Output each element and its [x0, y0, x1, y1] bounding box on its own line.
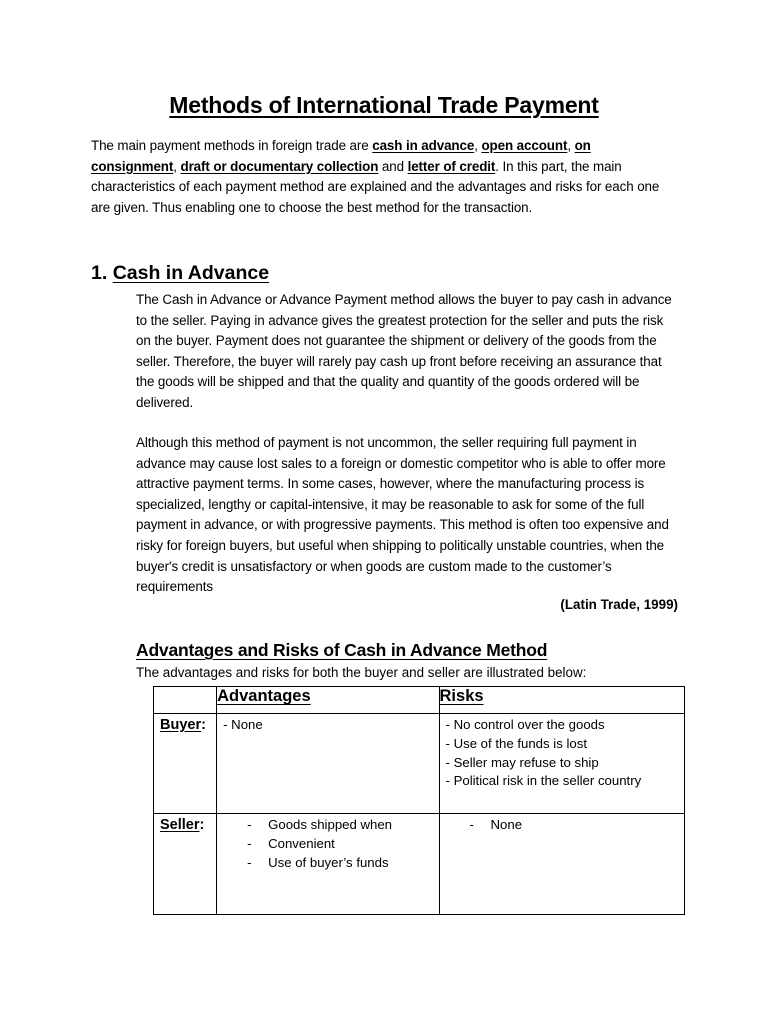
table-row-seller [154, 814, 685, 915]
term-on-consignment: on consignment [91, 138, 591, 174]
table-header-risks [439, 687, 684, 714]
seller-advantage-item: - Goods shipped when [217, 816, 438, 835]
intro-paragraph [91, 136, 671, 219]
term-open-account: open account [481, 138, 568, 153]
intro-separator: , [474, 138, 482, 153]
seller-risks-list [440, 814, 684, 835]
buyer-risk-item: - Seller may refuse to ship [445, 754, 599, 770]
intro-text-start: The main payment methods in foreign trade are [91, 138, 373, 153]
buyer-advantage-item: - None [223, 717, 263, 732]
buyer-risk-item: - Political risk in the seller country [445, 773, 642, 789]
citation: (Latin Trade, 1999) [560, 597, 678, 612]
table-header-row [154, 687, 685, 714]
risks-header-text: Risks [439, 687, 484, 705]
advantages-risks-heading: Advantages and Risks of Cash in Advance Method [136, 640, 548, 660]
section-number: 1. [91, 262, 113, 284]
buyer-label-text: Buyer [160, 717, 202, 733]
intro-text-end: . In this part, the main characteristics of each payment method are explained and the advantages and risks for each one are given. Thus enabling one to choose the best method for the transaction. [91, 158, 660, 216]
buyer-risk-item: - Use of the funds is lost [445, 735, 587, 751]
intro-separator: and [378, 158, 408, 174]
intro-separator: , [567, 138, 575, 153]
intro-separator: , [173, 158, 181, 174]
seller-advantage-item: - Use of buyer’s funds [217, 854, 438, 873]
section-heading-text: Cash in Advance [112, 262, 270, 284]
term-cash-in-advance: cash in advance [372, 138, 475, 153]
seller-advantages-list [217, 814, 438, 872]
advantages-risks-table [153, 686, 685, 915]
seller-risks-cell [439, 814, 684, 915]
term-letter-of-credit: letter of credit [407, 158, 496, 174]
page-title-text: Methods of International Trade Payment [169, 92, 599, 118]
seller-label-text: Seller [160, 817, 200, 833]
table-row-buyer [154, 714, 685, 814]
term-draft-documentary-collection: draft or documentary collection [180, 158, 379, 174]
buyer-label-colon: : [201, 717, 206, 733]
row-label-seller [154, 814, 217, 915]
buyer-risks-cell [439, 714, 684, 814]
cash-in-advance-paragraph-1: The Cash in Advance or Advance Payment method allows the buyer to pay cash in advance to the seller. Paying in advance gives the greatest protection for the seller and puts the risk on the buyer. Payment does not guarantee the shipment or delivery of the goods from the seller. Therefore, the buyer will rarely pay cash up front before receiving an assurance that the goods will be shipped and that the quality and quantity of the goods ordered will be delivered. [136, 292, 672, 410]
buyer-risk-item: - No control over the goods [445, 717, 605, 732]
seller-label-colon: : [199, 817, 205, 833]
buyer-advantages-cell [217, 714, 439, 814]
table-header-advantages [217, 687, 439, 714]
table-header-empty [154, 687, 217, 714]
seller-risk-item: - None [440, 816, 684, 835]
section-heading-cash-in-advance [91, 262, 269, 285]
row-label-buyer [154, 714, 217, 814]
page-title [0, 92, 768, 119]
advantages-header-text: Advantages [217, 687, 311, 705]
table-intro-text: The advantages and risks for both the buyer and seller are illustrated below: [136, 665, 587, 680]
seller-advantage-item: - Convenient [217, 835, 438, 854]
cash-in-advance-paragraph-2: Although this method of payment is not uncommon, the seller requiring full payment in advance may cause lost sales to a foreign or domestic competitor who is able to offer more attractive payment terms. In some cases, however, where the manufacturing process is specialized, lengthy or capital-intensive, it may be reasonable to ask for some of the full payment in advance, or with progressive payments. This method is often too expensive and risky for foreign buyers, but useful when shipping to politically unstable countries, when the buyer's credit is unsatisfactory or when goods are custom made to the customer’s requirements [136, 435, 669, 595]
seller-advantages-cell [217, 814, 439, 915]
